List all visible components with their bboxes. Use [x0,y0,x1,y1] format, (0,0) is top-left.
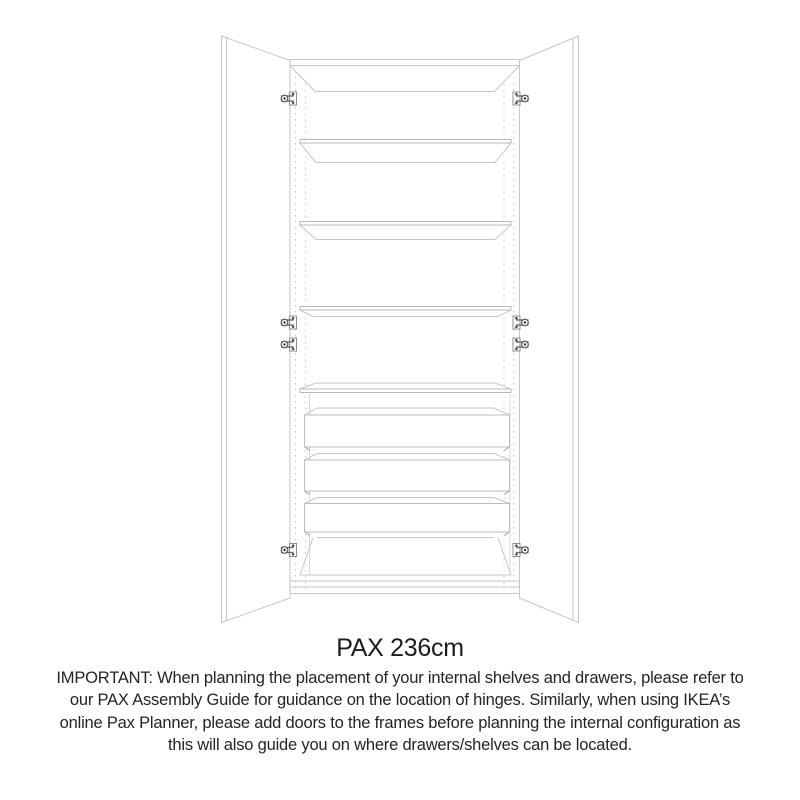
note-line-2: our PAX Assembly Guide for guidance on the location of hinges. Similarly, when using IKEA’s [69,691,731,710]
left-door [222,36,291,623]
right-door [520,36,579,623]
important-note [0,667,800,757]
top-panel [290,66,520,92]
bottom-panel [300,538,511,576]
figure-caption: PAX 236cm [336,634,464,662]
shelf-3 [300,307,511,317]
drawer-1 [305,408,510,451]
drawer-3 [305,498,510,536]
shelf-1 [300,140,511,163]
note-line-4: this will also guide you on where drawers/shelves can be located. [168,736,632,755]
note-line-3: online Pax Planner, please add doors to the frames before planning the internal configuration as [59,713,741,732]
shelf-2 [300,222,511,240]
note-line-1: IMPORTANT: When planning the placement of your internal shelves and drawers, please refer to [56,669,744,687]
shelf-4 [300,383,511,393]
drawer-2 [305,454,510,495]
